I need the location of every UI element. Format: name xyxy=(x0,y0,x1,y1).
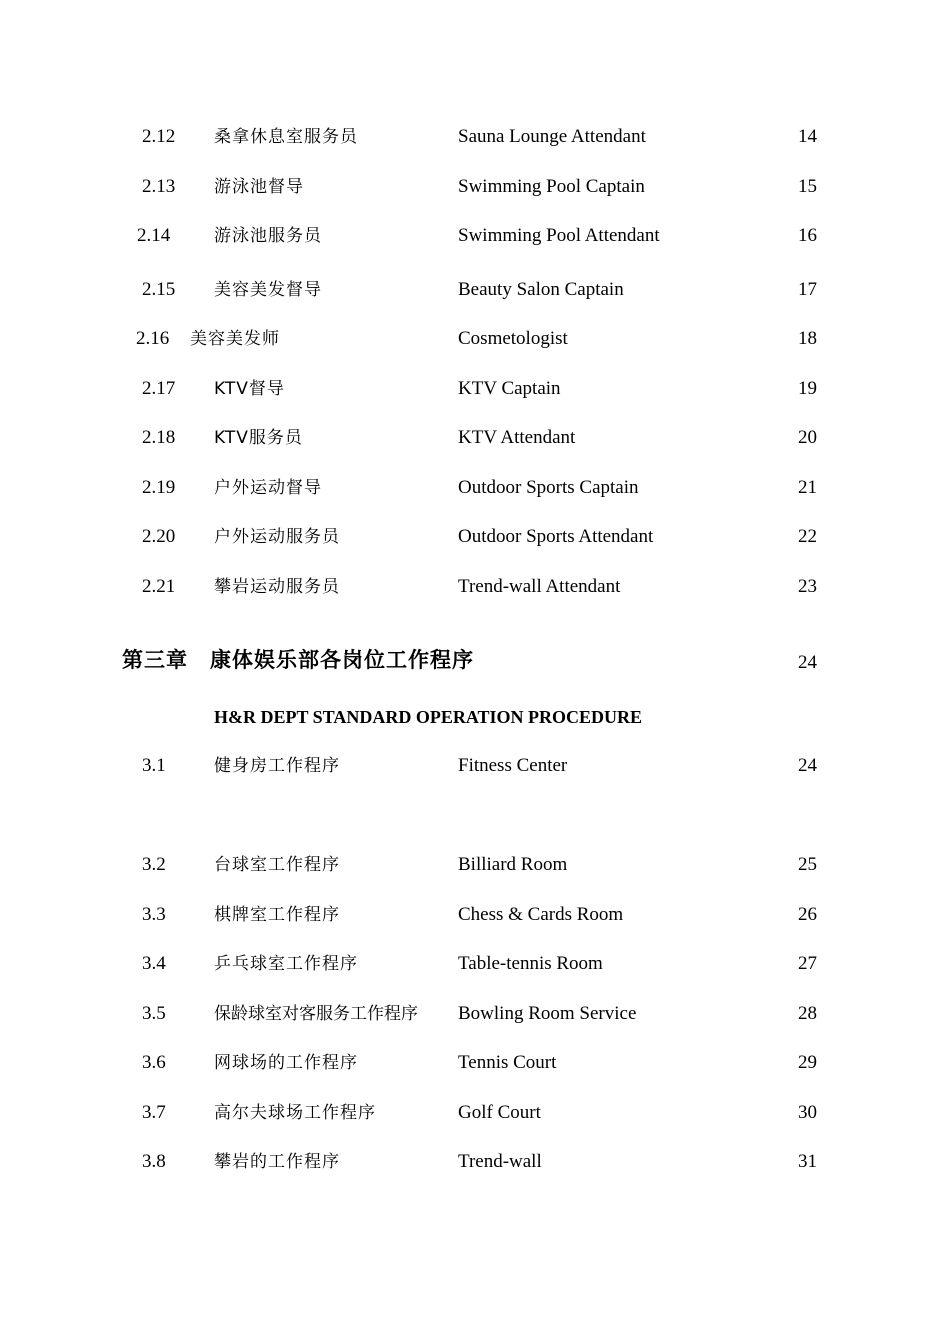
toc-number: 2.20 xyxy=(142,526,176,547)
toc-english-title: Fitness Center xyxy=(458,755,568,776)
toc-page-number: 16 xyxy=(798,225,817,246)
toc-page-number: 15 xyxy=(798,176,817,197)
toc-row xyxy=(0,572,950,602)
toc-row xyxy=(0,949,950,979)
toc-chinese-title: 高尔夫球场工作程序 xyxy=(214,1103,376,1123)
toc-page-number: 23 xyxy=(798,576,817,597)
toc-row xyxy=(0,751,950,781)
toc-english-title: Chess & Cards Room xyxy=(458,904,624,925)
toc-number: 3.8 xyxy=(142,1151,166,1172)
toc-english-title: Billiard Room xyxy=(458,854,568,875)
toc-page-number: 19 xyxy=(798,378,817,399)
toc-page-number: 28 xyxy=(798,1003,817,1024)
toc-page-number: 31 xyxy=(798,1151,817,1172)
toc-english-title: Tennis Court xyxy=(458,1052,557,1073)
toc-chinese-title: 棋牌室工作程序 xyxy=(214,905,340,925)
toc-page-number: 14 xyxy=(798,126,817,147)
toc-chinese-title: 游泳池服务员 xyxy=(214,226,322,246)
toc-row xyxy=(0,522,950,552)
toc-chinese-title: 美容美发督导 xyxy=(214,280,322,300)
toc-page-number: 17 xyxy=(798,279,817,300)
toc-page-number: 26 xyxy=(798,904,817,925)
toc-number: 2.21 xyxy=(142,576,176,597)
toc-page-number: 18 xyxy=(798,328,817,349)
toc-number: 3.6 xyxy=(142,1052,166,1073)
toc-row xyxy=(0,423,950,453)
toc-english-title: Trend-wall xyxy=(458,1151,542,1172)
toc-page-number: 22 xyxy=(798,526,817,547)
toc-row xyxy=(0,1147,950,1177)
toc-row xyxy=(0,172,950,202)
toc-english-title: Outdoor Sports Attendant xyxy=(458,526,654,547)
toc-english-title: Trend-wall Attendant xyxy=(458,576,621,597)
toc-chinese-title: 网球场的工作程序 xyxy=(214,1053,358,1073)
toc-number: 3.7 xyxy=(142,1102,166,1123)
toc-row xyxy=(0,850,950,880)
toc-row xyxy=(0,1098,950,1128)
toc-number: 2.19 xyxy=(142,477,176,498)
toc-row xyxy=(0,1048,950,1078)
chapter-subtitle: H&R DEPT STANDARD OPERATION PROCEDURE xyxy=(214,707,643,727)
toc-english-title: Table-tennis Room xyxy=(458,953,603,974)
toc-page-number: 30 xyxy=(798,1102,817,1123)
toc-number: 3.2 xyxy=(142,854,166,875)
toc-english-title: KTV Captain xyxy=(458,378,561,399)
toc-chinese-title: 攀岩运动服务员 xyxy=(214,577,340,597)
toc-english-title: Outdoor Sports Captain xyxy=(458,477,639,498)
toc-number: 2.17 xyxy=(142,378,176,399)
toc-number: 2.16 xyxy=(136,328,170,349)
toc-number: 3.5 xyxy=(142,1003,166,1024)
toc-english-title: Swimming Pool Attendant xyxy=(458,225,660,246)
toc-number: 3.1 xyxy=(142,755,166,776)
toc-row xyxy=(0,221,950,251)
toc-page-number: 24 xyxy=(798,755,817,776)
toc-chinese-title: KTV督导 xyxy=(214,379,285,399)
toc-number: 2.14 xyxy=(137,225,171,246)
toc-english-title: Swimming Pool Captain xyxy=(458,176,645,197)
toc-chinese-title: 户外运动督导 xyxy=(214,478,322,498)
toc-row xyxy=(0,324,950,354)
toc-row xyxy=(0,122,950,152)
toc-number: 2.13 xyxy=(142,176,176,197)
toc-chinese-title: 保龄球室对客服务工作程序 xyxy=(214,1004,418,1024)
toc-number: 3.4 xyxy=(142,953,166,974)
chapter-title: 第三章 康体娱乐部各岗位工作程序 xyxy=(122,648,474,672)
toc-page-number: 25 xyxy=(798,854,817,875)
toc-chinese-title: 美容美发师 xyxy=(190,329,280,349)
toc-row xyxy=(0,275,950,305)
toc-row xyxy=(0,473,950,503)
toc-english-title: Bowling Room Service xyxy=(458,1003,637,1024)
toc-row xyxy=(0,999,950,1029)
toc-english-title: Sauna Lounge Attendant xyxy=(458,126,646,147)
toc-english-title: KTV Attendant xyxy=(458,427,576,448)
toc-chinese-title: 桑拿休息室服务员 xyxy=(214,127,358,147)
toc-number: 2.12 xyxy=(142,126,176,147)
toc-english-title: Beauty Salon Captain xyxy=(458,279,624,300)
toc-english-title: Cosmetologist xyxy=(458,328,568,349)
toc-page-number: 20 xyxy=(798,427,817,448)
toc-number: 3.3 xyxy=(142,904,166,925)
toc-chinese-title: 健身房工作程序 xyxy=(214,756,340,776)
toc-chinese-title: KTV服务员 xyxy=(214,428,303,448)
toc-chinese-title: 户外运动服务员 xyxy=(214,527,340,547)
toc-chinese-title: 攀岩的工作程序 xyxy=(214,1152,340,1172)
toc-chinese-title: 台球室工作程序 xyxy=(214,855,340,875)
toc-number: 2.15 xyxy=(142,279,176,300)
chapter-page-number: 24 xyxy=(798,652,817,673)
toc-chinese-title: 乒乓球室工作程序 xyxy=(214,954,358,974)
toc-row xyxy=(0,374,950,404)
toc-english-title: Golf Court xyxy=(458,1102,541,1123)
toc-chinese-title: 游泳池督导 xyxy=(214,177,304,197)
toc-page-number: 21 xyxy=(798,477,817,498)
toc-row xyxy=(0,900,950,930)
toc-page-number: 27 xyxy=(798,953,817,974)
toc-page-number: 29 xyxy=(798,1052,817,1073)
toc-number: 2.18 xyxy=(142,427,176,448)
